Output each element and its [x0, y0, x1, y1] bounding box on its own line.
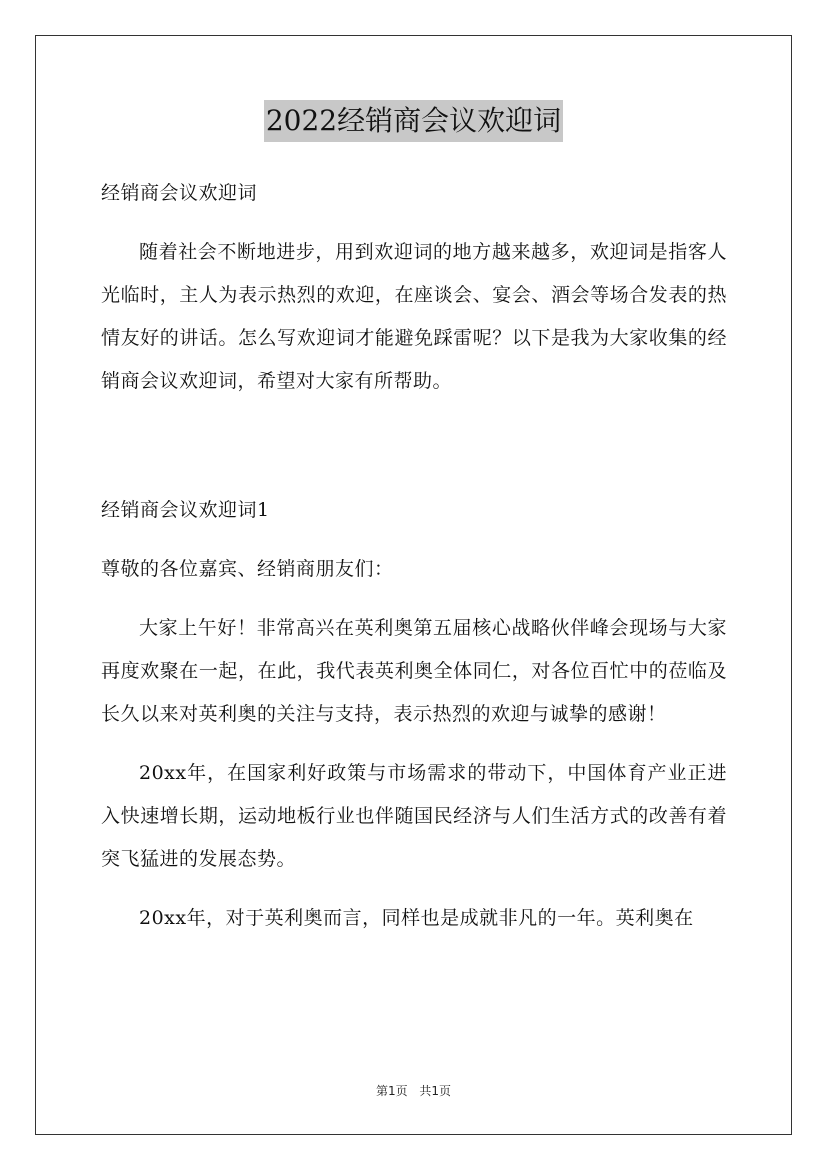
body-paragraph-2: 20xx年，在国家利好政策与市场需求的带动下，中国体育产业正进入快速增长期，运动地板行业也伴随国民经济与人们生活方式的改善有着突飞猛进的发展态势。: [101, 762, 727, 870]
intro-paragraph: 随着社会不断地进步，用到欢迎词的地方越来越多，欢迎词是指客人光临时，主人为表示热烈的欢迎，在座谈会、宴会、酒会等场合发表的热情友好的讲话。怎么写欢迎词才能避免踩雷呢？以下是我为大家收集的经销商会议欢迎词，希望对大家有所帮助。: [101, 241, 727, 392]
page-footer: [0, 1082, 827, 1099]
blank-space: [101, 403, 727, 489]
body-paragraph-3: 20xx年，对于英利奥而言，同样也是成就非凡的一年。英利奥在: [139, 907, 694, 929]
document-subtitle: 经销商会议欢迎词: [101, 182, 258, 204]
section-heading: 经销商会议欢迎词1: [101, 499, 270, 521]
title-container: [0, 100, 827, 142]
salutation: 尊敬的各位嘉宾、经销商朋友们：: [101, 558, 394, 580]
document-title: 2022经销商会议欢迎词: [264, 100, 563, 142]
document-body: [101, 172, 727, 940]
page-total: 共1页: [419, 1084, 452, 1098]
body-paragraph-1: 大家上午好！非常高兴在英利奥第五届核心战略伙伴峰会现场与大家再度欢聚在一起，在此，我代表英利奥全体同仁，对各位百忙中的莅临及长久以来对英利奥的关注与支持，表示热烈的欢迎与诚挚的感谢！: [101, 617, 727, 725]
page-number: 第1页: [375, 1084, 408, 1098]
